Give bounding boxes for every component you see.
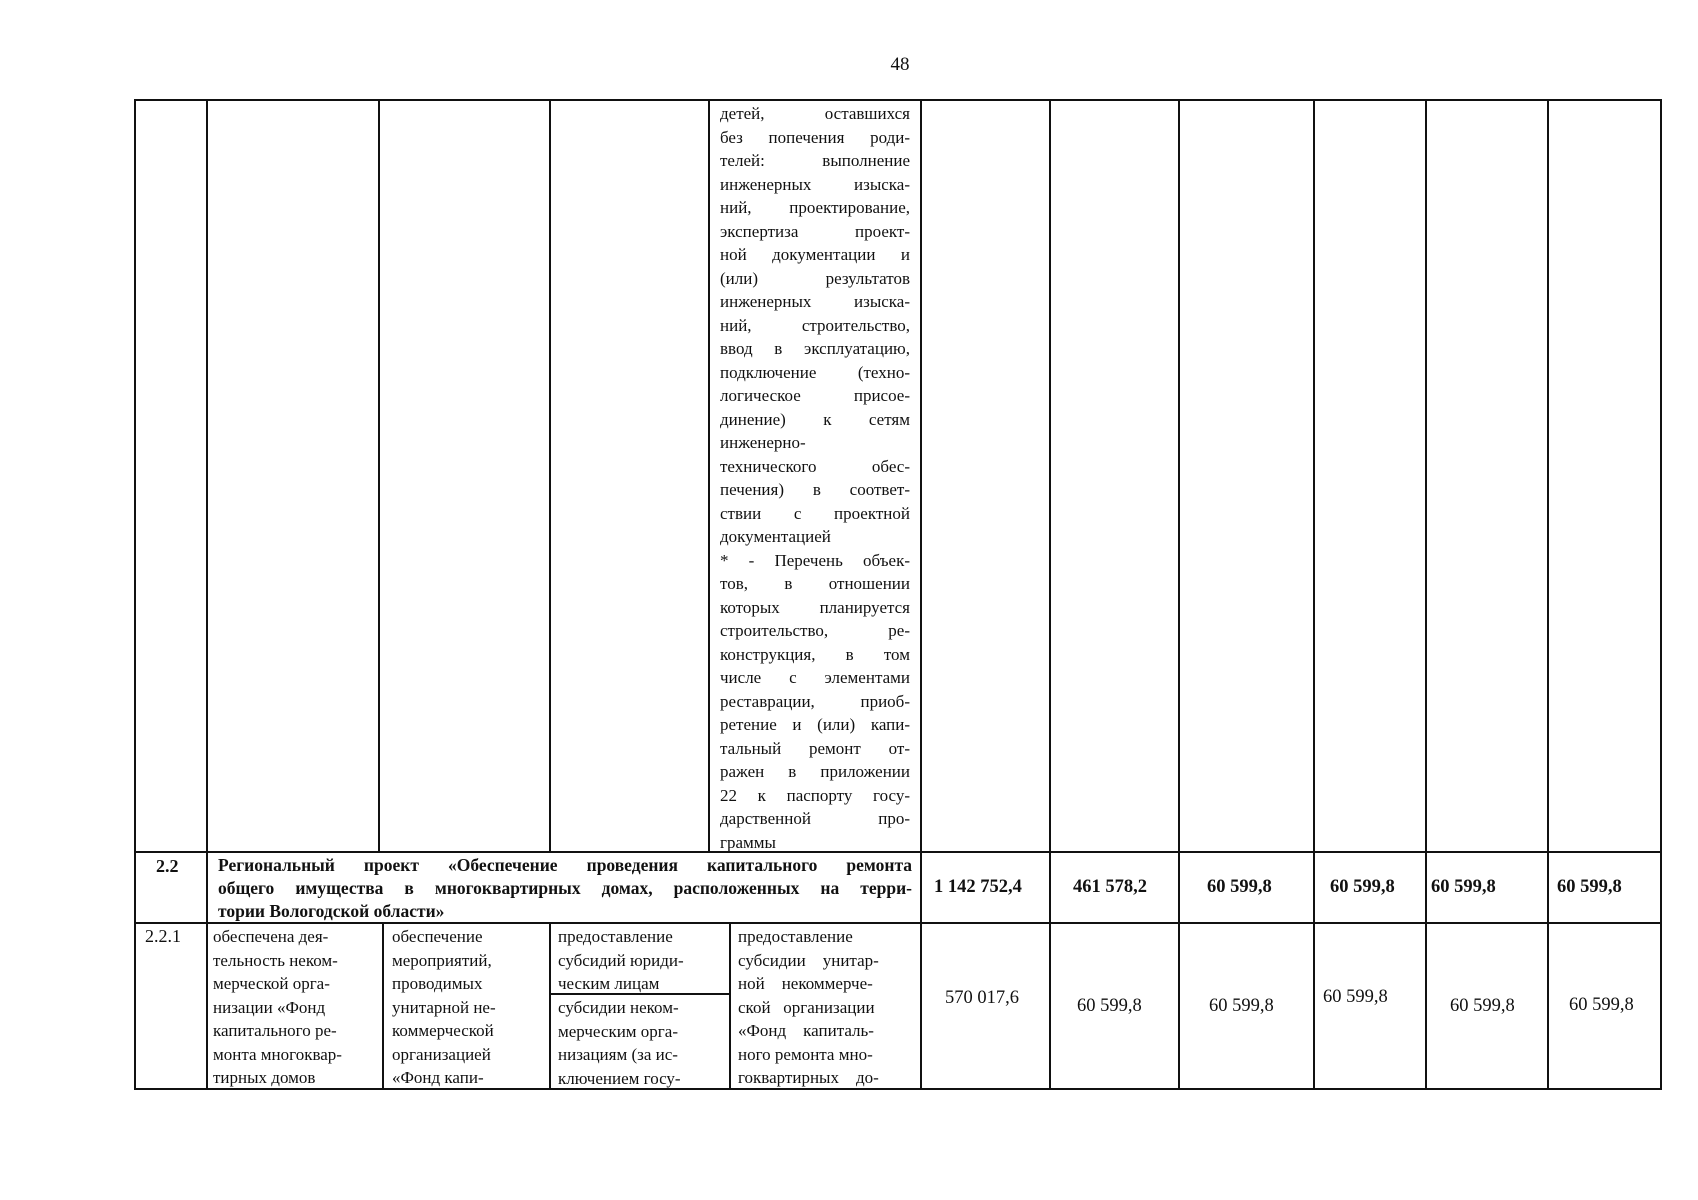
- regional-project-title: [218, 854, 912, 923]
- column-divider: [1313, 99, 1315, 1090]
- text-line: гоквартирных до-: [738, 1068, 879, 1087]
- direction-cell: [558, 925, 724, 996]
- column-divider: [920, 99, 922, 1090]
- value-cell: 60 599,8: [1569, 995, 1634, 1015]
- text-line: (или) результатов: [720, 268, 910, 288]
- text-line: документацией: [720, 527, 831, 546]
- title-line: тории Вологодской области»: [218, 901, 445, 921]
- text-line: ний, строительство,: [720, 315, 910, 335]
- column-divider: [708, 99, 710, 852]
- text-line: ний, проектирование,: [720, 198, 910, 217]
- text-line: инженерно-: [720, 433, 806, 452]
- text-line: тальный ремонт от-: [720, 738, 910, 758]
- text-line: логическое присое-: [720, 386, 910, 405]
- text-line: которых планируется: [720, 597, 910, 617]
- row-number: 2.2.1: [145, 926, 181, 946]
- value-cell: 570 017,6: [945, 988, 1019, 1008]
- text-line: экспертиза проект-: [720, 221, 910, 241]
- column-divider: [729, 922, 731, 1090]
- column-divider: [1178, 99, 1180, 1090]
- value-cell: 60 599,8: [1557, 877, 1622, 897]
- text-line: ввод в эксплуатацию,: [720, 339, 910, 358]
- event-cell: [392, 925, 544, 1090]
- title-line: общего имущества в многоквартирных домах, расположенных на терри-: [218, 878, 912, 898]
- text-line: ретение и (или) капи-: [720, 715, 910, 734]
- text-line: 22 к паспорту госу-: [720, 785, 910, 805]
- value-cell: 60 599,8: [1323, 987, 1388, 1007]
- text-line: унитарной не-: [392, 997, 496, 1017]
- text-line: инженерных изыска-: [720, 174, 910, 194]
- text-line: «Фонд капи-: [392, 1068, 484, 1087]
- text-line: ной некоммерче-: [738, 974, 873, 993]
- text-line: ствии с проектной: [720, 503, 910, 523]
- text-line: низациям (за ис-: [558, 1045, 678, 1064]
- column-divider: [382, 922, 384, 1090]
- column-divider: [549, 922, 551, 1090]
- result-cell: [213, 925, 378, 1090]
- value-cell: 60 599,8: [1431, 877, 1496, 897]
- text-line: субсидии унитар-: [738, 950, 879, 970]
- text-line: граммы: [720, 832, 776, 852]
- text-line: телей: выполнение: [720, 151, 910, 170]
- column-divider: [1049, 99, 1051, 1090]
- table-border-right: [1660, 99, 1662, 1090]
- text-line: монта многоквар-: [213, 1044, 342, 1064]
- text-line: коммерческой: [392, 1021, 494, 1040]
- text-line: предоставление: [558, 927, 673, 946]
- text-line: * - Перечень объек-: [720, 550, 910, 570]
- column-divider: [1425, 99, 1427, 1090]
- value-cell: 60 599,8: [1330, 877, 1395, 897]
- direction-cell: [558, 996, 724, 1090]
- text-line: субсидий юриди-: [558, 950, 684, 970]
- text-line: реставрации, приоб-: [720, 691, 910, 711]
- column-divider: [378, 99, 380, 852]
- text-line: обеспечена дея-: [213, 927, 329, 946]
- text-line: ражен в приложении: [720, 762, 910, 781]
- text-line: обеспечение: [392, 927, 483, 946]
- text-line: технического обес-: [720, 456, 910, 476]
- table-border-top: [134, 99, 1662, 101]
- text-line: подключение (техно-: [720, 362, 910, 382]
- text-line: тирных домов: [213, 1068, 316, 1087]
- table-border-left: [134, 99, 136, 1090]
- text-line: мерческой орга-: [213, 974, 330, 993]
- text-line: предоставление: [738, 927, 853, 946]
- text-line: ной документации и: [720, 245, 910, 264]
- title-line: Региональный проект «Обеспечение проведения капитального ремонта: [218, 855, 912, 875]
- text-line: без попечения роди-: [720, 127, 910, 147]
- text-line: ключением госу-: [558, 1068, 681, 1088]
- value-cell: 461 578,2: [1073, 877, 1147, 897]
- text-line: конструкция, в том: [720, 644, 910, 664]
- text-line: мероприятий,: [392, 950, 492, 970]
- text-line: дарственной про-: [720, 809, 910, 828]
- text-line: «Фонд капиталь-: [738, 1021, 874, 1040]
- value-cell: 60 599,8: [1209, 996, 1274, 1016]
- text-line: проводимых: [392, 974, 483, 993]
- continuation-description-cell: [720, 102, 910, 854]
- text-line: ческим лицам: [558, 974, 660, 993]
- page-number: 48: [890, 54, 910, 75]
- text-line: детей, оставшихся: [720, 104, 910, 123]
- text-line: организацией: [392, 1044, 491, 1064]
- text-line: ской организации: [738, 997, 875, 1017]
- text-line: субсидии неком-: [558, 998, 679, 1017]
- text-line: ного ремонта мно-: [738, 1044, 873, 1064]
- value-cell: 60 599,8: [1207, 877, 1272, 897]
- text-line: строительство, ре-: [720, 621, 910, 640]
- text-line: числе с элементами: [720, 668, 910, 687]
- text-line: инженерных изыска-: [720, 292, 910, 311]
- column-divider: [1547, 99, 1549, 1090]
- text-line: динение) к сетям: [720, 409, 910, 429]
- description-cell: [738, 925, 910, 1090]
- text-line: низации «Фонд: [213, 997, 326, 1017]
- column-divider: [206, 99, 208, 1090]
- value-cell: 1 142 752,4: [934, 877, 1022, 897]
- text-line: тов, в отношении: [720, 574, 910, 593]
- text-line: капитального ре-: [213, 1021, 337, 1040]
- row-number: 2.2: [156, 856, 179, 876]
- column-divider: [549, 99, 551, 852]
- text-line: печения) в соответ-: [720, 480, 910, 499]
- text-line: мерческим орга-: [558, 1021, 678, 1041]
- text-line: тельность неком-: [213, 950, 338, 970]
- value-cell: 60 599,8: [1077, 996, 1142, 1016]
- value-cell: 60 599,8: [1450, 996, 1515, 1016]
